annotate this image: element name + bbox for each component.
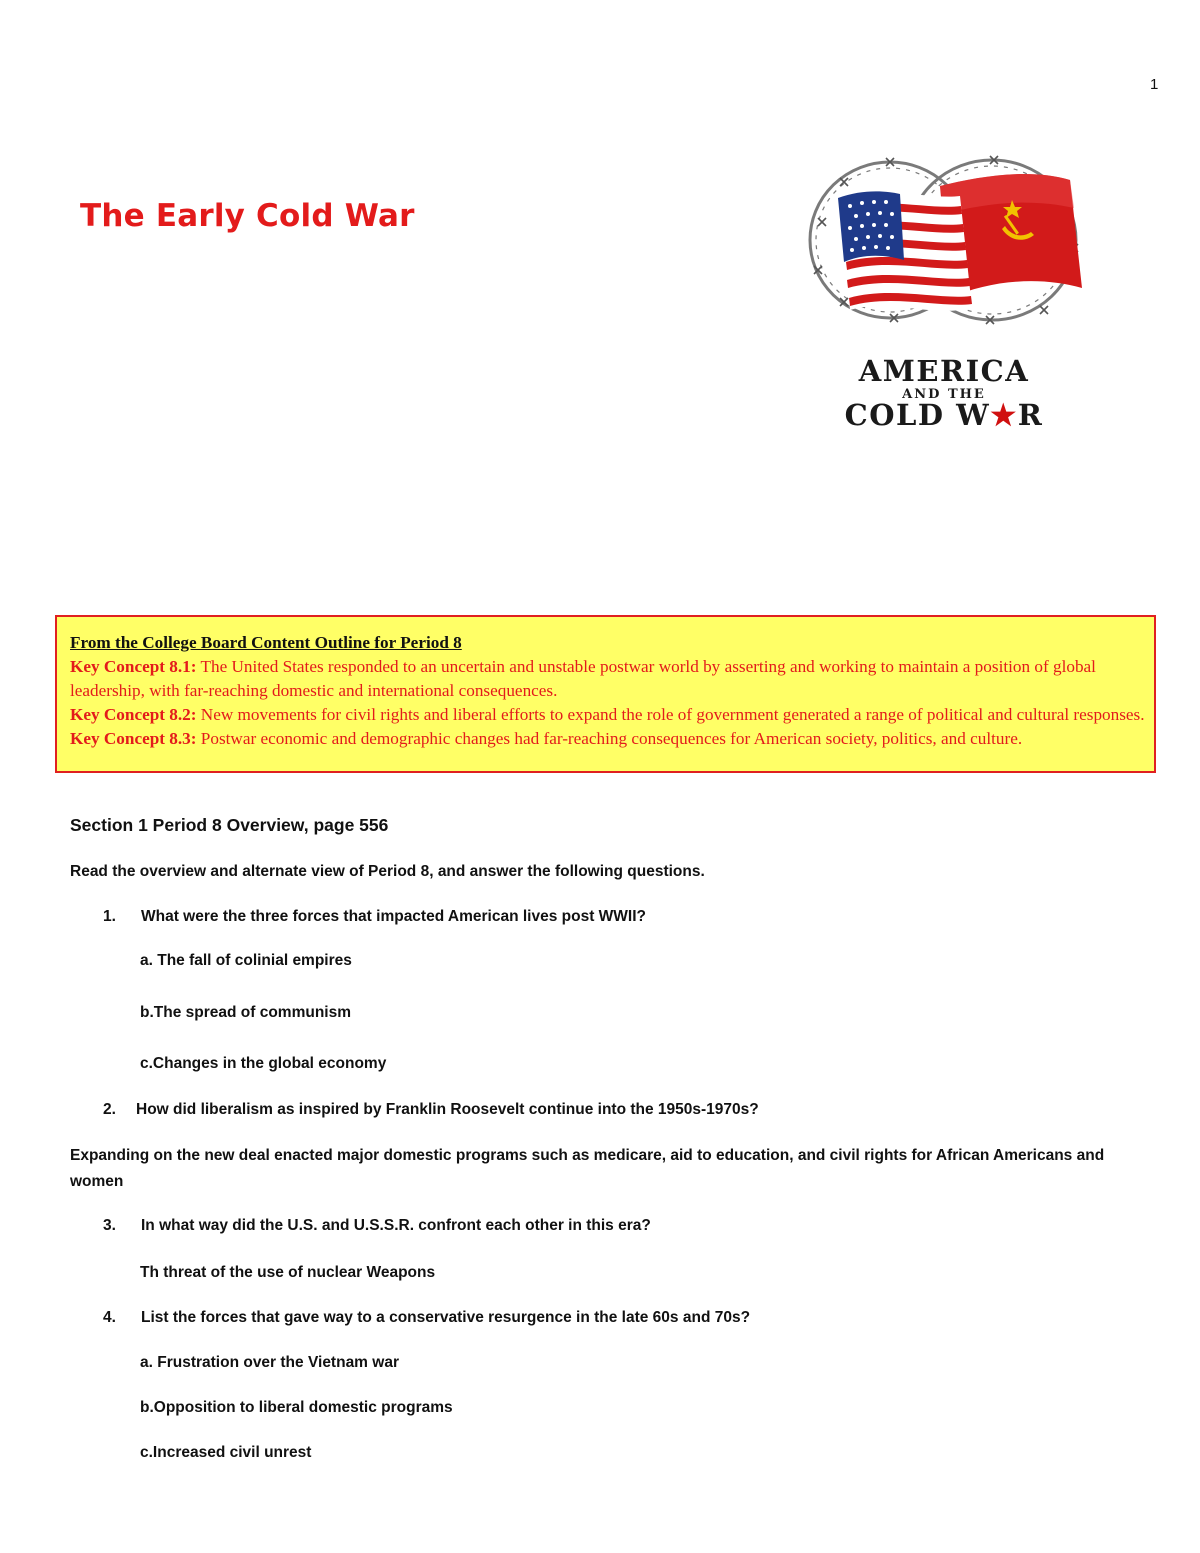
answer-3: Th threat of the use of nuclear Weapons [140,1264,436,1281]
question-text: List the forces that gave way to a conservative resurgence in the late 60s and 70s? [141,1309,751,1326]
key-concept-8-3: Key Concept 8.3: Postwar economic and demographic changes had far-reaching consequences for American society, politics, and culture. [70,729,1023,748]
concept-box-heading: From the College Board Content Outline for Period 8 [70,633,462,652]
answer-1c: c.Changes in the global economy [140,1055,387,1072]
answer-4b: b.Opposition to liberal domestic programs [140,1399,453,1416]
page-title: The Early Cold War [80,198,415,234]
page-number: 1 [1150,76,1159,93]
answer-2-paragraph: Expanding on the new deal enacted major domestic programs such as medicare, aid to education, and civil rights for African Americans and women [70,1147,1105,1190]
question-number: 4. [103,1309,116,1326]
question-text: What were the three forces that impacted American lives post WWII? [141,908,647,925]
answer-1b: b.The spread of communism [140,1004,352,1021]
answer-1a: a. The fall of colinial empires [140,952,352,969]
section-title: Section 1 Period 8 Overview, page 556 [70,815,389,835]
question-number: 3. [103,1217,116,1234]
key-concept-8-2: Key Concept 8.2: New movements for civil rights and liberal efforts to expand the role of government generated a range of political and cultural responses. [70,705,1145,724]
flags-barbed-wire-icon [800,148,1090,348]
logo-text-cold-war: COLD W★R [844,398,1044,432]
question-text: How did liberalism as inspired by Franklin Roosevelt continue into the 1950s-1970s? [136,1101,759,1118]
question-number: 2. [103,1101,116,1118]
instructions: Read the overview and alternate view of Period 8, and answer the following questions. [70,863,705,880]
answer-4a: a. Frustration over the Vietnam war [140,1354,399,1371]
question-text: In what way did the U.S. and U.S.S.R. confront each other in this era? [141,1217,651,1234]
red-star-icon: ★ [990,398,1018,432]
logo-text-and-the: AND THE [902,387,986,402]
logo-text-america: AMERICA [858,354,1030,388]
answer-4c: c.Increased civil unrest [140,1444,312,1461]
key-concept-8-1: Key Concept 8.1: The United States responded to an uncertain and unstable postwar world by asserting and working to maintain a position of global leadership, with far-reaching domestic and international consequences. [70,657,1096,700]
america-cold-war-logo [800,148,1090,438]
key-concepts-box [55,615,1156,773]
question-number: 1. [103,908,116,925]
